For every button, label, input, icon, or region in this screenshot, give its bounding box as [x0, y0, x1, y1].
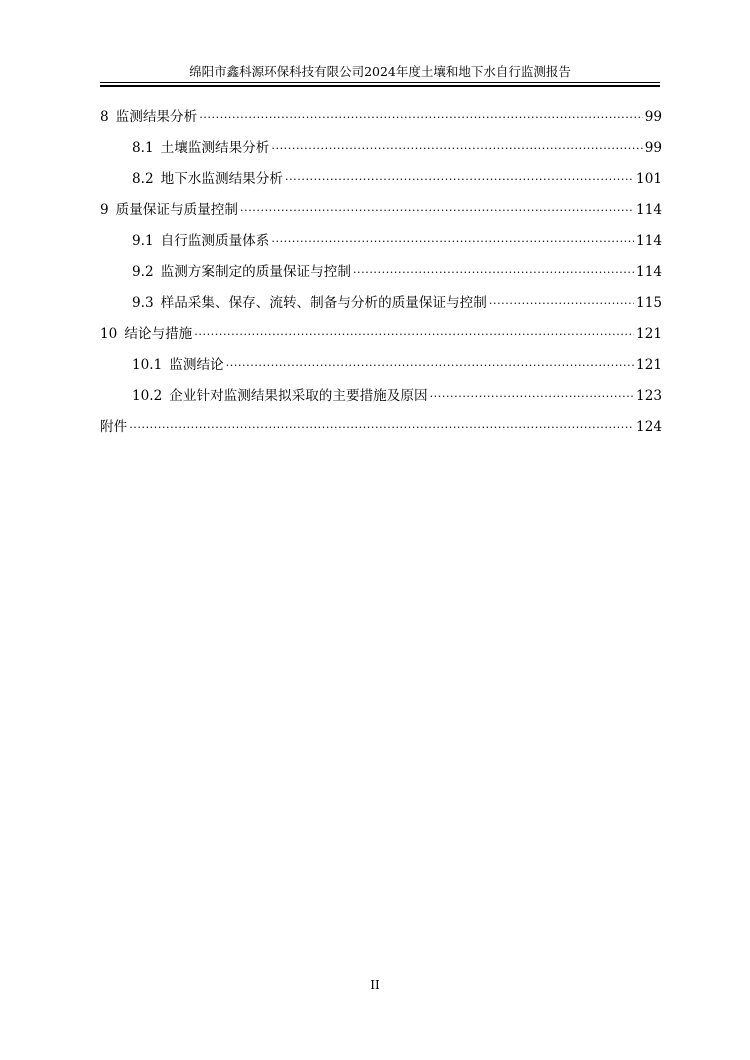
- toc-leader-dots: [285, 169, 634, 183]
- toc-entry-page: 123: [636, 388, 662, 404]
- toc-entry[interactable]: [100, 415, 662, 446]
- toc-entry-title: 地下水监测结果分析: [160, 171, 283, 187]
- toc-entry-page: 115: [636, 295, 662, 311]
- page-number: II: [370, 978, 380, 992]
- toc-entry-page: 99: [644, 109, 662, 125]
- toc-entry-title: 监测结果分析: [115, 109, 198, 125]
- toc-entry-title: 监测结论: [169, 357, 224, 373]
- header-rule-thick: [100, 85, 660, 87]
- toc-entry[interactable]: [100, 198, 662, 229]
- toc-entry[interactable]: [100, 105, 662, 136]
- toc-leader-dots: [194, 324, 634, 338]
- toc-leader-dots: [271, 138, 642, 152]
- toc-entry[interactable]: [100, 291, 662, 322]
- toc-entry[interactable]: [100, 353, 662, 384]
- toc-leader-dots: [240, 200, 634, 214]
- toc-entry-number: 10.2: [132, 388, 163, 404]
- toc-entry-page: 121: [636, 357, 662, 373]
- toc-entry-title: 企业针对监测结果拟采取的主要措施及原因: [169, 388, 428, 404]
- toc-entry-title: 自行监测质量体系: [160, 233, 270, 249]
- toc-entry[interactable]: [100, 384, 662, 415]
- toc-entry-page: 114: [636, 202, 662, 218]
- toc-entry-number: 9.1: [132, 233, 154, 249]
- toc-entry-page: 114: [636, 233, 662, 249]
- toc-entry-number: 9.3: [132, 295, 154, 311]
- toc-entry-title: 监测方案制定的质量保证与控制: [160, 264, 351, 280]
- toc-entry[interactable]: [100, 229, 662, 260]
- toc-entry-number: 10: [100, 326, 118, 342]
- toc-entry-title: 结论与措施: [124, 326, 193, 342]
- toc-leader-dots: [199, 107, 642, 121]
- toc-entry-number: 8.2: [132, 171, 154, 187]
- toc-leader-dots: [430, 386, 634, 400]
- toc-entry[interactable]: [100, 322, 662, 353]
- toc-entry-page: 101: [636, 171, 662, 187]
- running-header: 绵阳市鑫科源环保科技有限公司2024年度土壤和地下水自行监测报告: [189, 64, 571, 79]
- toc-entry-page: 121: [636, 326, 662, 342]
- toc-entry-title: 质量保证与质量控制: [115, 202, 238, 218]
- toc-leader-dots: [226, 355, 634, 369]
- toc-entry-page: 124: [636, 419, 662, 435]
- toc-entry-number: 10.1: [132, 357, 163, 373]
- toc-entry-number: 8: [100, 109, 109, 125]
- toc-entry-title: 样品采集、保存、流转、制备与分析的质量保证与控制: [160, 295, 487, 311]
- header-rule-thin: [100, 82, 660, 83]
- toc-entry-page: 99: [644, 140, 662, 156]
- toc-leader-dots: [129, 417, 634, 431]
- toc-entry-page: 114: [636, 264, 662, 280]
- toc-entry-number: 8.1: [132, 140, 154, 156]
- toc-entry[interactable]: [100, 136, 662, 167]
- toc-leader-dots: [489, 293, 634, 307]
- toc-entry-title: 土壤监测结果分析: [160, 140, 270, 156]
- toc-entry-number: 9.2: [132, 264, 154, 280]
- toc-leader-dots: [271, 231, 634, 245]
- table-of-contents: [100, 105, 662, 446]
- toc-entry[interactable]: [100, 167, 662, 198]
- toc-entry-number: 9: [100, 202, 109, 218]
- toc-entry[interactable]: [100, 260, 662, 291]
- toc-entry-title: 附件: [100, 419, 128, 435]
- toc-leader-dots: [353, 262, 634, 276]
